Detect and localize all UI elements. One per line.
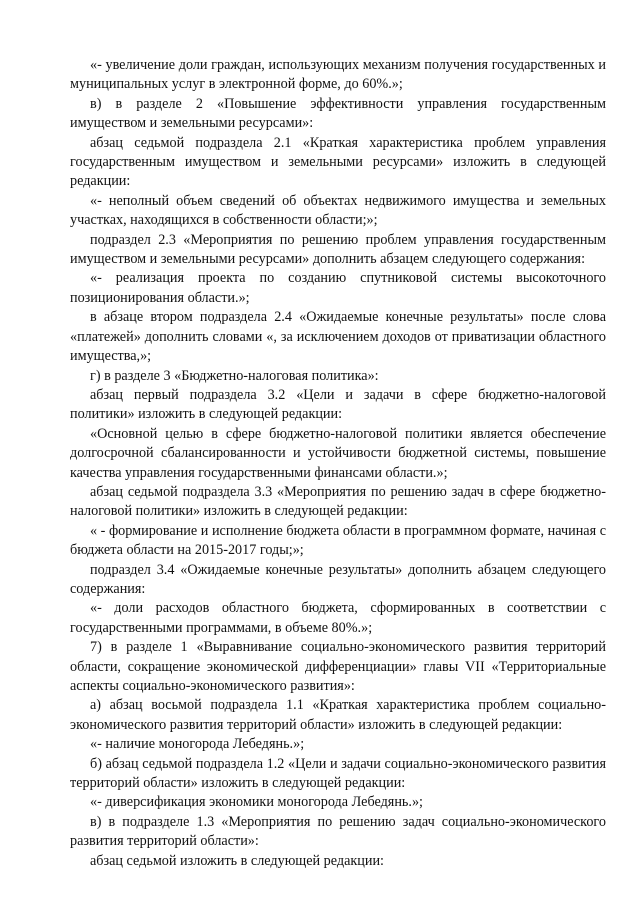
paragraph: а) абзац восьмой подраздела 1.1 «Краткая характеристика проблем социально-экономического развития территорий области» изложить в следующей редакции:	[70, 697, 606, 733]
paragraph: абзац седьмой подраздела 2.1 «Краткая характеристика проблем управления государственным имуществом и земельными ресурсами» изложить в следующей редакции:	[70, 134, 606, 190]
paragraph: подраздел 3.4 «Ожидаемые конечные результаты» дополнить абзацем следующего содержания:	[70, 561, 606, 597]
paragraph: б) абзац седьмой подраздела 1.2 «Цели и задачи социально-экономического развития территорий области» изложить в следующей редакции:	[70, 755, 606, 792]
paragraph: г) в разделе 3 «Бюджетно-налоговая политика»:	[90, 367, 379, 384]
paragraph: «- доли расходов областного бюджета, сформированных в соответствии с государственными программами, в объеме 80%.»;	[70, 600, 606, 636]
paragraph: подраздел 2.3 «Мероприятия по решению проблем управления государственным имуществом и земельными ресурсами» дополнить абзацем следующего содержания:	[70, 231, 606, 268]
paragraph: «- неполный объем сведений об объектах недвижимого имущества и земельных участках, находящихся в собственности области;»;	[70, 192, 606, 229]
paragraph: « - формирование и исполнение бюджета области в программном формате, начиная с бюджета области на 2015-2017 годы;»;	[70, 522, 606, 559]
paragraph: абзац седьмой подраздела 3.3 «Мероприятия по решению задач в сфере бюджетно-налоговой политики» изложить в следующей редакции:	[70, 483, 606, 520]
paragraph: «- наличие моногорода Лебедянь.»;	[90, 736, 305, 753]
paragraph: абзац седьмой изложить в следующей редакции:	[90, 852, 385, 869]
paragraph: в) в разделе 2 «Повышение эффективности управления государственным имуществом и земельными ресурсами»:	[70, 95, 606, 132]
document-body	[70, 56, 606, 871]
paragraph: «Основной целью в сфере бюджетно-налоговой политики является обеспечение долгосрочной сбалансированности и устойчивости бюджетной системы, повышение качества управления государственными финансами области.»;	[70, 425, 606, 481]
paragraph: в абзаце втором подраздела 2.4 «Ожидаемые конечные результаты» после слова «платежей» дополнить словами «, за исключением доходов от приватизации областного имущества,»;	[70, 309, 606, 365]
paragraph: 7) в разделе 1 «Выравнивание социально-экономического развития территорий области, сокращение экономической дифференциации» главы VII «Территориальные аспекты социально-экономического развития»:	[70, 639, 606, 694]
paragraph: абзац первый подраздела 3.2 «Цели и задачи в сфере бюджетно-налоговой политики» изложить в следующей редакции:	[70, 386, 606, 423]
paragraph: в) в подразделе 1.3 «Мероприятия по решению задач социально-экономического развития территорий области»:	[70, 813, 606, 850]
paragraph: «- реализация проекта по созданию спутниковой системы высокоточного позиционирования области.»;	[70, 270, 606, 306]
paragraph: «- диверсификация экономики моногорода Лебедянь.»;	[90, 794, 423, 811]
paragraph: «- увеличение доли граждан, использующих механизм получения государственных и муниципальных услуг в электронной форме, до 60%.»;	[70, 57, 606, 93]
